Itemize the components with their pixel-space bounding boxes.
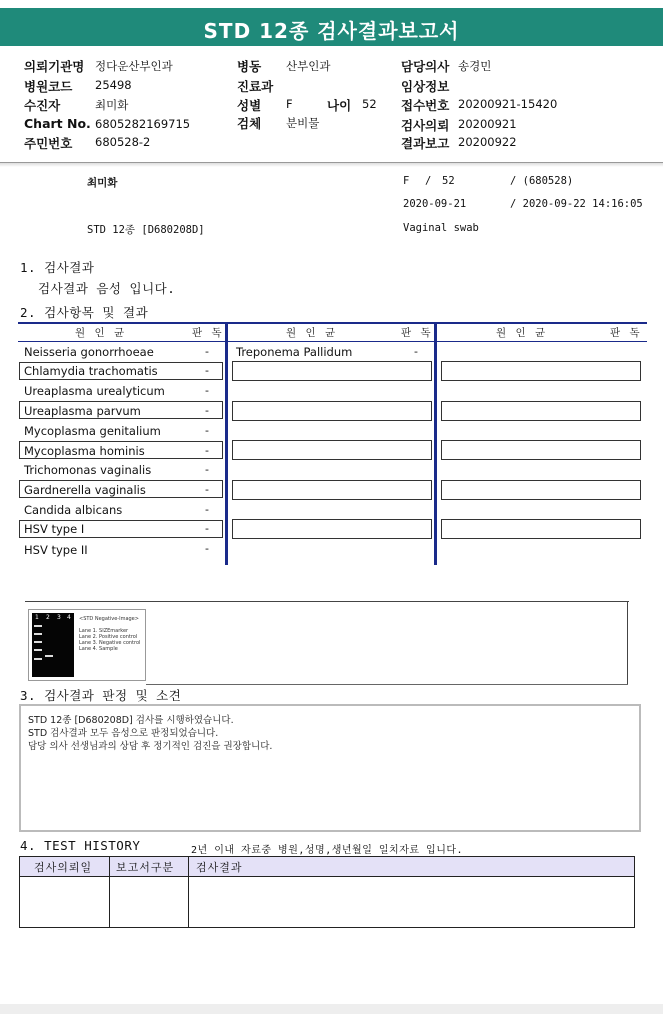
empty-cell	[232, 401, 432, 421]
chart-no-label: Chart No.	[24, 116, 91, 131]
history-col-divider	[188, 857, 189, 927]
history-col-report-type: 보고서구분	[116, 861, 175, 874]
organism-name: Trichomonas vaginalis	[24, 463, 152, 477]
col3-organism-header: 원 인 균	[496, 327, 549, 339]
lane-number: 4	[67, 614, 71, 621]
organism-name: HSV type II	[24, 543, 88, 557]
gel-electrophoresis-image	[32, 613, 74, 677]
section2-heading: 2. 검사항목 및 결과	[20, 305, 149, 320]
empty-cell	[441, 519, 641, 539]
organism-result: -	[205, 522, 209, 535]
report-title: STD 12종 검사결과보고서	[203, 19, 460, 43]
request-date-label: 검사의뢰	[401, 118, 450, 133]
resident-no-label: 주민번호	[24, 136, 73, 151]
empty-cell	[232, 480, 432, 500]
gel-band	[45, 655, 53, 657]
lane-number: 2	[46, 614, 50, 621]
table-header-rule	[18, 341, 647, 342]
col2-result-header: 판 독	[401, 327, 434, 339]
sex-label: 성별	[237, 98, 262, 113]
organism-result: -	[205, 483, 209, 496]
history-col-divider	[109, 857, 110, 927]
report-date-value: 20200922	[458, 135, 517, 149]
gel-image	[28, 609, 146, 681]
organism-result: -	[205, 364, 209, 377]
gel-band	[34, 649, 42, 651]
comment-line: 담당 의사 선생님과의 상담 후 정기적인 검진을 권장합니다.	[28, 741, 273, 752]
organism-name: Ureaplasma parvum	[24, 404, 141, 418]
patient-value: 최미화	[95, 98, 129, 112]
empty-cell	[232, 440, 432, 460]
history-col-request-date: 검사의뢰일	[34, 861, 93, 874]
empty-cell	[232, 361, 432, 381]
strip-birth: / (680528)	[510, 175, 574, 187]
col1-result-header: 판 독	[192, 327, 225, 339]
organism-name: Chlamydia trachomatis	[24, 364, 158, 378]
organism-name: Mycoplasma genitalium	[24, 424, 161, 438]
strip-test-code: STD 12종 [D680208D]	[87, 224, 205, 236]
organism-name: Gardnerella vaginalis	[24, 483, 146, 497]
section4-note: 2년 이내 자료중 병원,성명,생년월일 일치자료 입니다.	[191, 845, 464, 856]
column-divider-1	[225, 322, 228, 565]
institution-value: 정다운산부인과	[95, 59, 173, 73]
image-top-rule	[25, 601, 629, 602]
resident-no-value: 680528-2	[95, 135, 151, 149]
hospital-code-value: 25498	[95, 78, 132, 92]
strip-patient-name: 최미화	[87, 177, 118, 189]
organism-name: Mycoplasma hominis	[24, 444, 145, 458]
organism-result: -	[414, 345, 418, 358]
chart-no-value: 6805282169715	[95, 117, 191, 131]
organism-name: Treponema Pallidum	[236, 345, 353, 359]
table-top-rule	[18, 322, 647, 324]
lane-number: 1	[35, 614, 39, 621]
strip-request-date: 2020-09-21	[403, 198, 467, 210]
gel-band	[34, 625, 42, 627]
strip-specimen: Vaginal swab	[403, 222, 479, 234]
empty-cell	[232, 519, 432, 539]
comment-box	[19, 704, 641, 832]
organism-result: -	[205, 542, 209, 555]
image-bottom-rule	[146, 684, 628, 685]
empty-cell	[441, 401, 641, 421]
organism-result: -	[205, 463, 209, 476]
col2-organism-header: 원 인 균	[286, 327, 339, 339]
organism-result: -	[205, 424, 209, 437]
organism-result: -	[205, 444, 209, 457]
organism-result: -	[205, 384, 209, 397]
organism-name: HSV type I	[24, 522, 85, 536]
ward-label: 병동	[237, 59, 262, 74]
report-title-bar	[0, 8, 663, 46]
strip-age: 52	[442, 175, 455, 187]
age-value: 52	[362, 97, 377, 111]
section1-summary: 검사결과 음성 입니다.	[38, 281, 176, 296]
hospital-code-label: 병원코드	[24, 79, 73, 94]
organism-name: Candida albicans	[24, 503, 123, 517]
col1-organism-header: 원 인 균	[75, 327, 128, 339]
empty-cell	[441, 440, 641, 460]
specimen-value: 분비물	[286, 116, 320, 130]
history-table-header	[20, 857, 634, 877]
lane-number: 3	[57, 614, 61, 621]
clinical-info-label: 임상정보	[401, 79, 450, 94]
report-date-label: 결과보고	[401, 136, 450, 151]
history-table	[19, 856, 635, 928]
dept-label: 진료과	[237, 79, 274, 94]
section1-heading: 1. 검사결과	[20, 260, 95, 275]
organism-result: -	[205, 345, 209, 358]
gel-band	[34, 641, 42, 643]
section3-heading: 3. 검사결과 판정 및 소견	[20, 688, 182, 703]
patient-label: 수진자	[24, 98, 61, 113]
section4-heading: 4. TEST HISTORY	[20, 838, 141, 853]
institution-label: 의뢰기관명	[24, 59, 85, 74]
doctor-label: 담당의사	[401, 59, 450, 74]
strip-sex: F	[403, 175, 410, 187]
col3-result-header: 판 독	[610, 327, 643, 339]
request-date-value: 20200921	[458, 117, 517, 131]
comment-line: STD 12종 [D680208D] 검사를 시행하였습니다.	[28, 715, 234, 726]
gel-band	[34, 633, 42, 635]
gel-band	[34, 658, 42, 660]
history-col-result: 검사결과	[196, 861, 243, 874]
gel-legend: <STD Negative-Image> Lane 1. SIZEmarker Lane 2. Positive control Lane 3. Negative control Lane 4. Sample	[79, 616, 141, 652]
organism-result: -	[205, 404, 209, 417]
organism-name: Ureaplasma urealyticum	[24, 384, 165, 398]
organism-name: Neisseria gonorrhoeae	[24, 345, 154, 359]
column-divider-2	[434, 322, 437, 565]
age-label: 나이	[327, 98, 352, 113]
ward-value: 산부인과	[286, 59, 331, 73]
specimen-label: 검체	[237, 116, 262, 131]
empty-cell	[441, 480, 641, 500]
header-shadow	[0, 163, 663, 167]
page-bottom-band	[0, 1004, 663, 1014]
sex-value: F	[286, 97, 293, 111]
strip-slash: /	[425, 175, 432, 187]
doctor-value: 송경민	[458, 59, 492, 73]
organism-result: -	[205, 503, 209, 516]
receipt-no-value: 20200921-15420	[458, 97, 558, 111]
strip-report-datetime: / 2020-09-22 14:16:05	[510, 198, 643, 210]
image-right-rule	[627, 601, 628, 685]
empty-cell	[441, 361, 641, 381]
receipt-no-label: 접수번호	[401, 98, 450, 113]
comment-line: STD 검사결과 모두 음성으로 판정되었습니다.	[28, 728, 219, 739]
